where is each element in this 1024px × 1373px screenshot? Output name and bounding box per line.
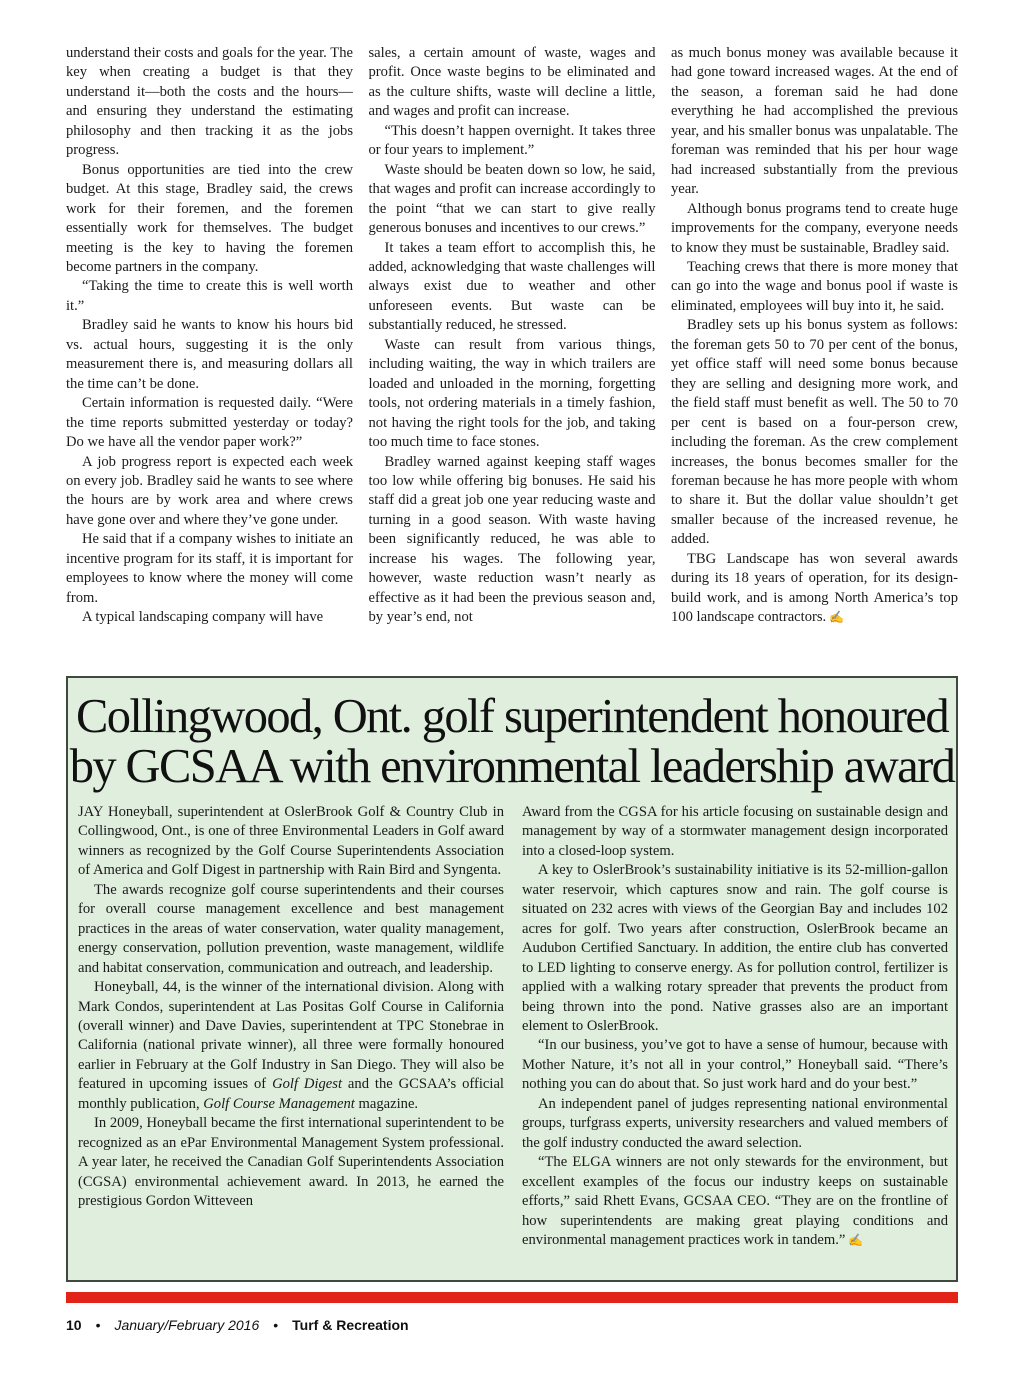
paragraph: as much bonus money was available because it had gone toward increased wages. At the end of the season, a foreman said he had done everything he had accomplished the previous year, and his smaller bonus was unpalatable. The foreman was reminded that his per hour wage had increased substantially from the previous year.: [671, 45, 958, 198]
paragraph: “Taking the time to create this is well worth it.”: [66, 278, 353, 314]
story-column-2: [522, 803, 948, 1273]
publication-title: Golf Course Management: [203, 1095, 355, 1112]
page-footer: [66, 1317, 409, 1333]
paragraph-text: and the GCSAA’s official monthly publication,: [78, 1076, 504, 1112]
headline-line-1: Collingwood, Ont. golf superintendent honoured: [75, 690, 949, 743]
paragraph-text: magazine.: [354, 1095, 419, 1112]
issue-date: January/February 2016: [114, 1317, 260, 1333]
article-column-3: [671, 44, 958, 670]
footer-separator: •: [95, 1317, 101, 1333]
paragraph: “In our business, you’ve got to have a sense of humour, because with Mother Nature, it’s not all in your control,” Honeyball said. “There’s nothing you can do about that. So just work hard and do your best.”: [522, 1037, 948, 1093]
article-column-2: [369, 44, 656, 670]
end-of-article-icon: ✍: [829, 610, 845, 625]
paragraph: Award from the CGSA for his article focusing on sustainable design and management by way of a stormwater management design incorporated into a closed-loop system.: [522, 804, 948, 859]
paragraph: [78, 978, 504, 1114]
paragraph: sales, a certain amount of waste, wages and profit. Once waste begins to be eliminated and as the culture shifts, waste will decline a little, and wages and profit can increase.: [368, 45, 656, 120]
paragraph-text: “The ELGA winners are not only stewards for the environment, but excellent examples of the focus our industry keeps on sustainable efforts,” said Rhett Evans, GCSAA CEO. “They are on the frontline of how superintendents are making great playing conditions and environmental management practices work in tandem.”: [522, 1154, 948, 1248]
paragraph: It takes a team effort to accomplish this, he added, acknowledging that waste challenges will always exist due to weather and other unforeseen events. But waste can be substantially reduced, he stressed.: [368, 239, 656, 334]
story-column-1: [78, 803, 504, 1273]
publication-title: Golf Digest: [272, 1076, 343, 1093]
paragraph: Waste can result from various things, including waiting, the way in which trailers are loaded and unloaded in the morning, forgetting tools, not ordering materials in a timely fashion, not having the right tools for the job, and taking too much time to face stones.: [368, 336, 656, 451]
story-headline: [68, 692, 956, 792]
paragraph: [671, 550, 958, 628]
paragraph: Teaching crews that there is more money that can go into the wage and bonus pool if waste is eliminated, employees will buy into it, he said.: [671, 258, 958, 314]
paragraph: Bradley said he wants to know his hours bid vs. actual hours, suggesting it is the only measurement there is, and measuring dollars all the time can’t be done.: [66, 317, 353, 392]
paragraph: An independent panel of judges representing national environmental groups, turfgrass experts, university researchers and valued members of the golf industry conducted the award selection.: [522, 1095, 948, 1151]
paragraph: A job progress report is expected each week on every job. Bradley said he wants to see where the hours are by work area and where crews have gone over and where they’ve gone under.: [66, 453, 353, 528]
paragraph: He said that if a company wishes to initiate an incentive program for its staff, it is important for employees to know where the money will come from.: [66, 531, 353, 606]
paragraph: Bradley sets up his bonus system as follows: the foreman gets 50 to 70 per cent of the bonus, yet office staff will need some bonus because they are selling and designing more work, and the field staff must benefit as well. The 50 to 70 per cent is based on a four-person crew, including the foreman. As the crew complement increases, the bonus becomes smaller for the foreman because he has more people with whom to share it. But the dollar value shouldn’t get smaller because of the increased revenue, he added.: [671, 317, 958, 548]
paragraph: The awards recognize golf course superintendents and their courses for overall course management excellence and best management practices in the areas of water conservation, water quality management, energy conservation, pollution prevention, waste management, wildlife and habitat conservation, communication and outreach, and leadership.: [78, 881, 504, 976]
paragraph: understand their costs and goals for the year. The key when creating a budget is that they understand it—both the costs and the hours—and ensuring they understand the estimating philosophy and then tracking it as the jobs progress.: [66, 45, 353, 159]
headline-line-2: by GCSAA with environmental leadership award: [69, 740, 955, 793]
publication-name: Turf & Recreation: [292, 1317, 409, 1333]
footer-separator: •: [273, 1317, 279, 1333]
paragraph: “This doesn’t happen overnight. It takes three or four years to implement.”: [368, 122, 656, 159]
end-of-article-icon: ✍: [848, 1232, 864, 1247]
paragraph: In 2009, Honeyball became the first international superintendent to be recognized as an ePar Environmental Management System professional. A year later, he received the Canadian Golf Superintendents Association (CGSA) environmental achievement award. In 2013, he earned the prestigious Gordon Witteveen: [78, 1115, 504, 1210]
paragraph: Bonus opportunities are tied into the crew budget. At this stage, Bradley said, the crews work for their foremen, and the foremen essentially work for themselves. The budget meeting is the key to having the foremen become partners in the company.: [66, 161, 353, 275]
article-column-1: [66, 44, 353, 670]
paragraph: Bradley warned against keeping staff wages too low while offering big bonuses. He said his staff did a great job one year reducing waste and turning in a good season. With waste having been significantly reduced, he was able to increase his wages. The following year, however, waste reduction wasn’t nearly as effective as it had been the previous season and, by year’s end, not: [368, 453, 656, 626]
page-number: 10: [66, 1317, 82, 1333]
paragraph: A typical landscaping company will have: [82, 609, 324, 626]
paragraph: Waste should be beaten down so low, he said, that wages and profit can increase accordingly to the point “that we can start to give really generous bonuses and incentives to our crews.”: [368, 161, 656, 237]
paragraph: A key to OslerBrook’s sustainability initiative is its 52-million-gallon water reservoir, which captures snow and rain. The golf course is situated on 232 acres with views of the Georgian Bay and includes 102 acres for golf. Two years after construction, OslerBrook became an Audubon Certified Sanctuary. In addition, the entire club has converted to LED lighting to conserve energy. As for pollution control, fertilizer is applied with a walking rotary spreader that prevents the product from being thrown into the pond. Native grasses also are an important element to OslerBrook.: [522, 862, 948, 1034]
news-story-box: [66, 676, 958, 1282]
paragraph: Although bonus programs tend to create huge improvements for the company, everyone needs to know they must be sustainable, Bradley said.: [671, 200, 958, 256]
paragraph-text: Honeyball, 44, is the winner of the international division. Along with Mark Condos, superintendent at Las Positas Golf Course in California (overall winner) and Dave Davies, superintendent at TPC Stonebrae in California (national private winner), all three were formally honoured earlier in February at the Golf Industry in San Diego. They will also be featured in upcoming issues of: [78, 979, 504, 1093]
story-body: [78, 803, 948, 1273]
paragraph-text: TBG Landscape has won several awards during its 18 years of operation, for its design-build work, and is among North America’s top 100 landscape contractors.: [671, 550, 958, 626]
paragraph: JAY Honeyball, superintendent at OslerBrook Golf & Country Club in Collingwood, Ont., is one of three Environmental Leaders in Golf award winners as recognized by the Golf Course Superintendents Association of America and Golf Digest in partnership with Rain Bird and Syngenta.: [78, 804, 504, 879]
paragraph: Certain information is requested daily. “Were the time reports submitted yesterday or today? Do we have all the vendor paper work?”: [66, 395, 353, 451]
paragraph: [522, 1153, 948, 1250]
footer-accent-bar: [66, 1292, 958, 1303]
article-continuation: [66, 44, 958, 670]
